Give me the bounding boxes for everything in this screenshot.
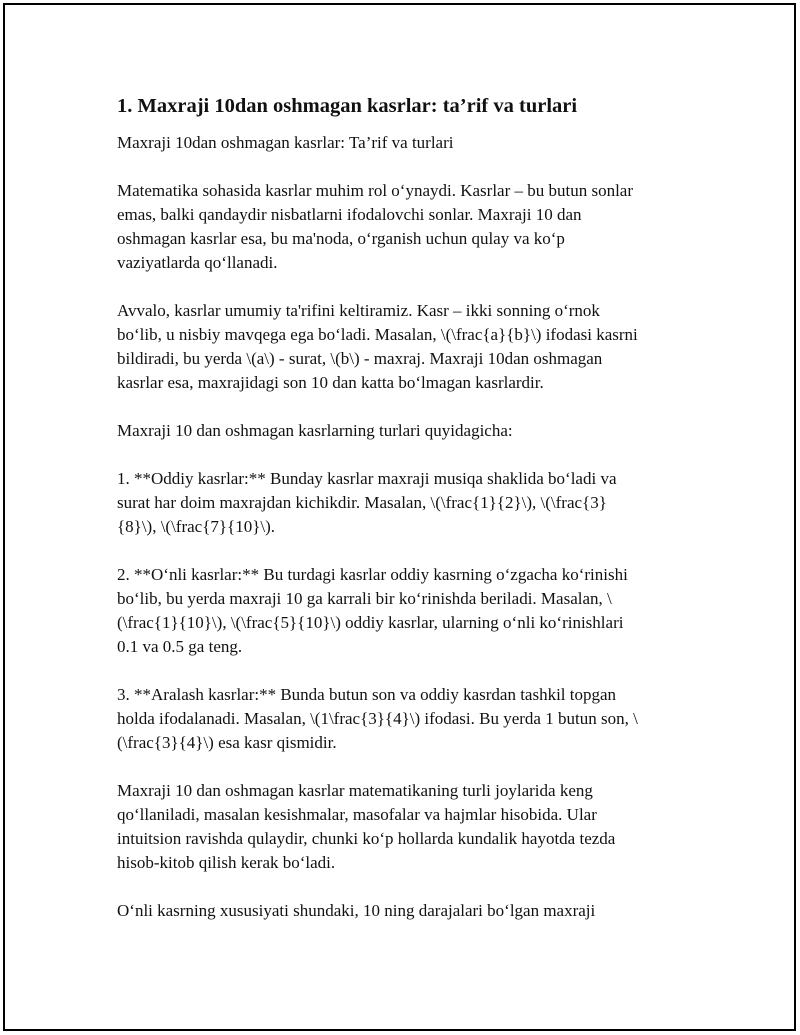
document-title: 1. Maxraji 10dan oshmagan kasrlar: ta’rif va turlari	[117, 95, 578, 117]
text-line: qo‘llaniladi, masalan kesishmalar, masofalar va hajmlar hisobida. Ular	[117, 805, 597, 824]
text-line: hisob-kitob qilish kerak bo‘ladi.	[117, 853, 336, 872]
text-line: intuitsion ravishda qulaydir, chunki ko‘p hollarda kundalik hayotda tezda	[117, 829, 616, 848]
text-line: surat har doim maxrajdan kichikdir. Masalan, \(\frac{1}{2}\), \(\frac{3}	[117, 493, 607, 512]
text-line: 0.1 va 0.5 ga teng.	[117, 637, 243, 656]
text-line: {8}\), \(\frac{7}{10}\).	[117, 517, 275, 536]
text-line: bo‘lib, u nisbiy mavqega ega bo‘ladi. Masalan, \(\frac{a}{b}\) ifodasi kasrni	[117, 325, 638, 344]
text-line: Maxraji 10 dan oshmagan kasrlarning turlari quyidagicha:	[117, 421, 513, 440]
paragraph	[117, 779, 677, 875]
text-line: (\frac{3}{4}\) esa kasr qismidir.	[117, 733, 337, 752]
text-line: Maxraji 10dan oshmagan kasrlar: Ta’rif va turlari	[117, 133, 454, 152]
paragraph	[117, 299, 677, 395]
paragraph	[117, 683, 677, 755]
text-line: 3. **Aralash kasrlar:** Bunda butun son va oddiy kasrdan tashkil topgan	[117, 685, 617, 704]
paragraph	[117, 563, 677, 659]
text-line: vaziyatlarda qo‘llanadi.	[117, 253, 278, 272]
text-line: bildiradi, bu yerda \(a\) - surat, \(b\) - maxraj. Maxraji 10dan oshmagan	[117, 349, 603, 368]
paragraph	[117, 899, 677, 923]
paragraph	[117, 419, 677, 443]
paragraph	[117, 131, 677, 155]
text-line: emas, balki qandaydir nisbatlarni ifodalovchi sonlar. Maxraji 10 dan	[117, 205, 582, 224]
text-line: Maxraji 10 dan oshmagan kasrlar matematikaning turli joylarida keng	[117, 781, 593, 800]
paragraph	[117, 467, 677, 539]
text-line: (\frac{1}{10}\), \(\frac{5}{10}\) oddiy kasrlar, ularning o‘nli ko‘rinishlari	[117, 613, 624, 632]
text-line: 1. **Oddiy kasrlar:** Bunday kasrlar maxraji musiqa shaklida bo‘ladi va	[117, 469, 617, 488]
text-line: O‘nli kasrning xususiyati shundaki, 10 ning darajalari bo‘lgan maxraji	[117, 901, 596, 920]
document-body	[117, 93, 677, 947]
text-line: 2. **O‘nli kasrlar:** Bu turdagi kasrlar oddiy kasrning o‘zgacha ko‘rinishi	[117, 565, 628, 584]
text-line: bo‘lib, bu yerda maxraji 10 ga karrali bir ko‘rinishda beriladi. Masalan, \	[117, 589, 612, 608]
text-line: kasrlar esa, maxrajidagi son 10 dan katta bo‘lmagan kasrlardir.	[117, 373, 544, 392]
text-line: Avvalo, kasrlar umumiy ta'rifini keltiramiz. Kasr – ikki sonning o‘rnok	[117, 301, 600, 320]
text-line: oshmagan kasrlar esa, bu ma'noda, o‘rganish uchun qulay va ko‘p	[117, 229, 565, 248]
paragraph	[117, 179, 677, 275]
paragraph-list	[117, 131, 677, 923]
text-line: holda ifodalanadi. Masalan, \(1\frac{3}{4}\) ifodasi. Bu yerda 1 butun son, \	[117, 709, 638, 728]
text-line: Matematika sohasida kasrlar muhim rol o‘ynaydi. Kasrlar – bu butun sonlar	[117, 181, 634, 200]
